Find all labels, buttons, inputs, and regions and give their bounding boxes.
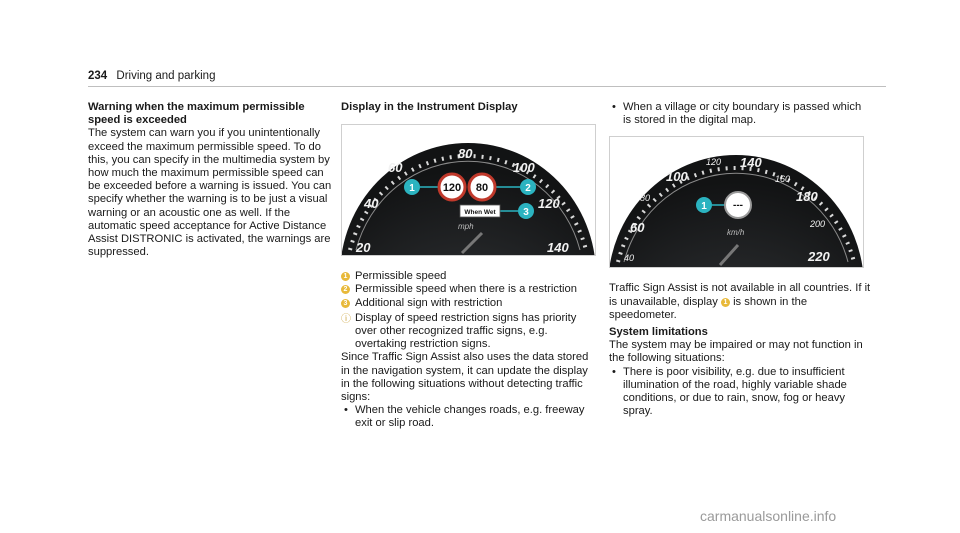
dial-label-220: 220 bbox=[808, 249, 830, 265]
dial-label-140: 140 bbox=[740, 155, 762, 171]
page-header bbox=[88, 70, 215, 82]
dial-label-80: 80 bbox=[640, 193, 651, 204]
inline-badge-1: 1 bbox=[721, 298, 730, 307]
column-2 bbox=[341, 101, 597, 431]
speed-sign-unavailable-text: --- bbox=[733, 200, 743, 212]
dial-label-40: 40 bbox=[364, 196, 379, 212]
column-1 bbox=[88, 101, 333, 259]
dial-label-120: 120 bbox=[538, 196, 560, 212]
speed-sign-left-value: 120 bbox=[442, 182, 462, 195]
legend-item-3 bbox=[341, 297, 597, 310]
unit-label: km/h bbox=[727, 228, 745, 238]
paragraph-availability bbox=[609, 282, 871, 322]
dial-label-100: 100 bbox=[513, 160, 535, 176]
dial-label-160: 160 bbox=[775, 174, 791, 185]
paragraph-navigation: Since Traffic Sign Assist also uses the data stored in the navigation system, it can update the display in the following situations without detecting traffic signs: bbox=[341, 351, 589, 404]
legend-text-3: Additional sign with restriction bbox=[355, 296, 503, 309]
bullet-item: • There is poor visibility, e.g. due to insufficient illumination of the road, highly variable shade conditions, or due to rain, snow, fog or heavy spray. bbox=[609, 366, 871, 419]
bullet-list-3a bbox=[609, 101, 871, 127]
legend-text-1: Permissible speed bbox=[355, 270, 447, 283]
dial-label-140: 140 bbox=[547, 240, 569, 256]
dial-label-100: 100 bbox=[666, 169, 688, 185]
legend-badge-1: 1 bbox=[341, 272, 350, 281]
additional-sign-text: When Wet bbox=[464, 209, 496, 217]
dial-label-200: 200 bbox=[810, 219, 826, 230]
heading-system-limitations: System limitations bbox=[609, 326, 708, 339]
bullet-item: • When the vehicle changes roads, e.g. freeway exit or slip road. bbox=[341, 404, 597, 430]
dial-label-60: 60 bbox=[630, 220, 645, 236]
legend-item-2 bbox=[341, 283, 597, 296]
legend-text-2: Permissible speed when there is a restriction bbox=[355, 283, 577, 296]
page-number: 234 bbox=[88, 70, 108, 82]
speedometer-kmh-graphic bbox=[610, 137, 863, 267]
legend-item-1 bbox=[341, 270, 597, 283]
note-text: Display of speed restriction signs has priority over other recognized traffic signs, e.g. overtaking restriction signs. bbox=[355, 311, 577, 351]
dial-label-120: 120 bbox=[706, 157, 722, 168]
figure-speedometer-kmh bbox=[609, 136, 864, 268]
speedometer-graphic bbox=[342, 125, 595, 255]
dial-label-60: 60 bbox=[388, 160, 403, 176]
availability-text-pre: Traffic Sign Assist is not available in all countries. If it is unavailable, display bbox=[609, 282, 871, 308]
dial-label-40: 40 bbox=[624, 253, 635, 264]
callout-1-label: 1 bbox=[409, 183, 415, 195]
info-icon: ⓘ bbox=[341, 313, 351, 325]
callout-3-label: 3 bbox=[523, 207, 529, 219]
column-3 bbox=[609, 101, 871, 418]
callout-2-label: 2 bbox=[525, 183, 531, 195]
bullet-item: • When a village or city boundary is passed which is stored in the digital map. bbox=[609, 101, 871, 127]
unit-label: mph bbox=[458, 222, 474, 232]
figure-instrument-display bbox=[341, 124, 596, 256]
callout-1-label: 1 bbox=[701, 201, 707, 213]
legend-badge-2: 2 bbox=[341, 285, 350, 294]
dial-label-20: 20 bbox=[356, 240, 371, 256]
dial-label-180: 180 bbox=[796, 189, 818, 205]
section-title: Driving and parking bbox=[116, 70, 216, 82]
heading-instrument-display: Display in the Instrument Display bbox=[341, 101, 518, 113]
legend-badge-3: 3 bbox=[341, 299, 350, 308]
header-rule bbox=[88, 86, 886, 87]
availability-text-post: is shown in the speedometer. bbox=[609, 295, 808, 321]
heading-speed-warning: Warning when the maximum permissible speed is exceeded bbox=[88, 101, 305, 127]
paragraph-speed-warning: The system can warn you if you unintentionally exceed the maximum permissible speed. To do this, you can specify in the multimedia system by how much the maximum permissible speed can be exceeded before a warning is issued. You can specify whether the warning is to be just a visual warning or an acoustic one as well. If the automatic speed acceptance for Active Distance Assist DISTRONIC is activated, the warnings are suppressed. bbox=[88, 127, 332, 259]
paragraph-limitations: The system may be impaired or may not function in the following situations: bbox=[609, 339, 863, 365]
speed-sign-right-value: 80 bbox=[475, 182, 489, 195]
bullet-list-3b bbox=[609, 366, 871, 419]
watermark: carmanualsonline.info bbox=[700, 508, 837, 524]
note bbox=[341, 312, 597, 352]
dial-label-80: 80 bbox=[458, 146, 473, 162]
bullet-list-2 bbox=[341, 404, 597, 430]
